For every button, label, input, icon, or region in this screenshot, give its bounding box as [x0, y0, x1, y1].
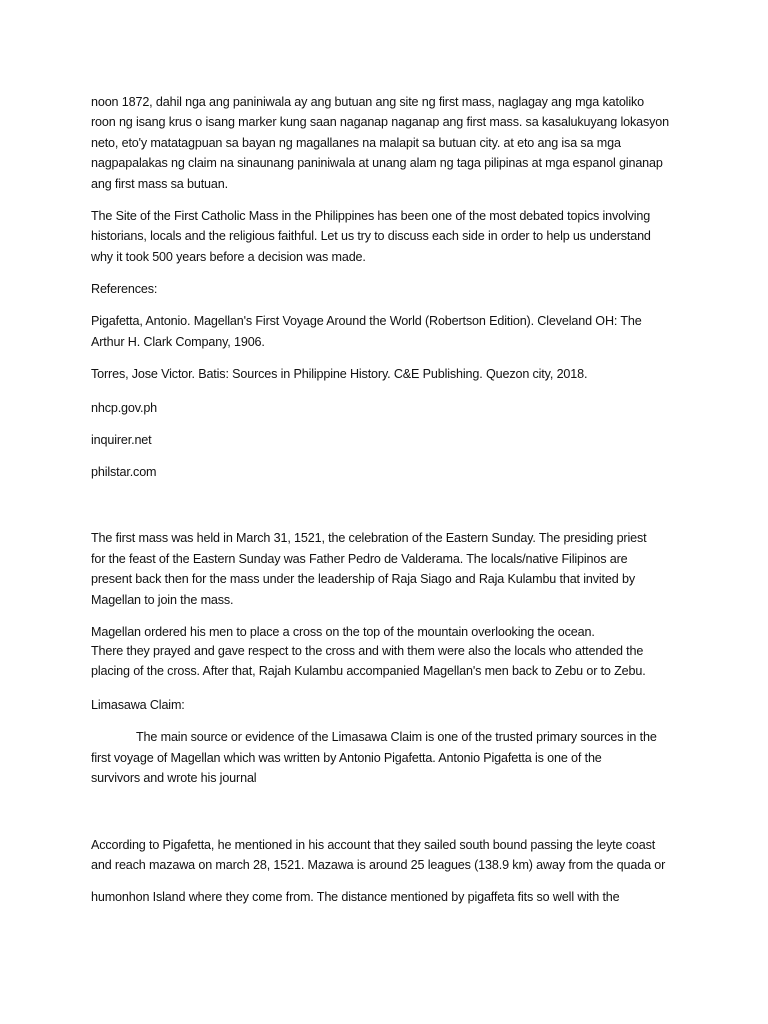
text-line: nagpapalakas ng claim na sinaunang paniniwala at unang alam ng taga pilipinas at mga espanol ginanap	[91, 156, 663, 170]
text-line: There they prayed and gave respect to the cross and with them were also the locals who attended the	[91, 644, 644, 658]
text-line: survivors and wrote his journal	[91, 771, 257, 785]
text-line: present back then for the mass under the leadership of Raja Siago and Raja Kulambu that invited by	[91, 572, 635, 586]
text-line: neto, eto'y matatagpuan sa bayan ng magallanes na malapit sa butuan city. at eto ang isa sa mga	[91, 136, 621, 150]
text-line: for the feast of the Eastern Sunday was Father Pedro de Valderama. The locals/native Filipinos are	[91, 552, 628, 566]
text-line: first voyage of Magellan which was written by Antonio Pigafetta. Antonio Pigafetta is one of the	[91, 751, 602, 765]
text-line: why it took 500 years before a decision was made.	[91, 250, 366, 264]
reference-entry: nhcp.gov.ph	[91, 401, 158, 415]
reference-entry: philstar.com	[91, 465, 157, 479]
section-heading: References:	[91, 282, 158, 296]
text-line: The Site of the First Catholic Mass in the Philippines has been one of the most debated topics involving	[91, 209, 651, 223]
text-line: Magellan to join the mass.	[91, 593, 234, 607]
text-line: humonhon Island where they come from. The distance mentioned by pigaffeta fits so well with the	[91, 890, 620, 904]
text-line: The first mass was held in March 31, 1521, the celebration of the Eastern Sunday. The presiding priest	[91, 531, 647, 545]
text-line: historians, locals and the religious faithful. Let us try to discuss each side in order to help us understand	[91, 229, 651, 243]
text-line: The main source or evidence of the Limasawa Claim is one of the trusted primary sources in the	[136, 730, 657, 744]
text-line: ang first mass sa butuan.	[91, 177, 228, 191]
text-line: and reach mazawa on march 28, 1521. Mazawa is around 25 leagues (138.9 km) away from the quada or	[91, 858, 666, 872]
reference-entry: Arthur H. Clark Company, 1906.	[91, 335, 265, 349]
section-heading: Limasawa Claim:	[91, 698, 185, 712]
text-line: noon 1872, dahil nga ang paniniwala ay ang butuan ang site ng first mass, naglagay ang mga katoliko	[91, 95, 644, 109]
reference-entry: Torres, Jose Victor. Batis: Sources in Philippine History. C&E Publishing. Quezon city, 2018.	[91, 367, 588, 381]
text-line: Magellan ordered his men to place a cross on the top of the mountain overlooking the ocean.	[91, 625, 595, 639]
text-line: According to Pigafetta, he mentioned in his account that they sailed south bound passing the leyte coast	[91, 838, 656, 852]
reference-entry: inquirer.net	[91, 433, 152, 447]
text-line: roon ng isang krus o isang marker kung saan naganap naganap ang first mass. sa kasalukuyang lokasyon	[91, 115, 669, 129]
reference-entry: Pigafetta, Antonio. Magellan's First Voyage Around the World (Robertson Edition). Cleveland OH: The	[91, 314, 642, 328]
text-line: placing of the cross. After that, Rajah Kulambu accompanied Magellan's men back to Zebu or to Zebu.	[91, 664, 646, 678]
